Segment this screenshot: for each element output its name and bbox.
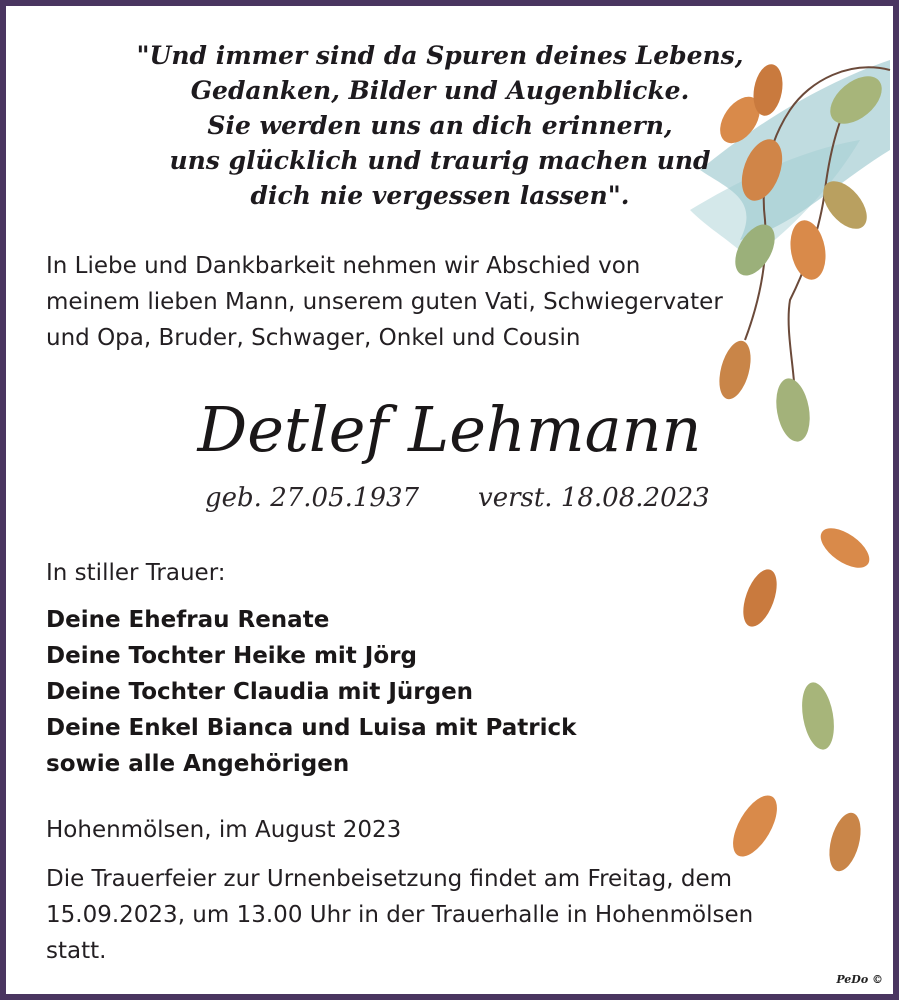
death-date: verst. 18.08.2023 (478, 483, 710, 513)
ceremony-notice (46, 861, 816, 969)
ceremony-line: statt. (46, 938, 107, 964)
mourning-label: In stiller Trauer: (46, 560, 226, 586)
quote-line: Gedanken, Bilder und Augenblicke. (190, 76, 690, 105)
quote-line: dich nie vergessen lassen". (250, 181, 630, 210)
family-member: Deine Enkel Bianca und Luisa mit Patrick (46, 715, 577, 741)
quote-line: uns glücklich und traurig machen und (169, 146, 711, 175)
falling-leaves (724, 520, 876, 874)
intro-line: In Liebe und Dankbarkeit nehmen wir Abschied von (46, 253, 641, 279)
ceremony-line: Die Trauerfeier zur Urnenbeisetzung findet am Freitag, dem (46, 866, 733, 892)
place-date: Hohenmölsen, im August 2023 (46, 817, 402, 843)
family-member: sowie alle Angehörigen (46, 751, 350, 777)
family-list (46, 602, 576, 782)
designer-signature: PeDo © (836, 973, 883, 986)
birth-date: geb. 27.05.1937 (205, 483, 420, 513)
family-member: Deine Ehefrau Renate (46, 607, 330, 633)
family-member: Deine Tochter Claudia mit Jürgen (46, 679, 474, 705)
memorial-quote (60, 38, 820, 213)
deceased-name: Detlef Lehmann (197, 393, 702, 466)
quote-line: Sie werden uns an dich erinnern, (207, 111, 673, 140)
intro-line: meinem lieben Mann, unserem guten Vati, Schwiegervater (46, 289, 723, 315)
intro-line: und Opa, Bruder, Schwager, Onkel und Cousin (46, 325, 581, 351)
farewell-intro (46, 248, 786, 356)
ceremony-line: 15.09.2023, um 13.00 Uhr in der Trauerhalle in Hohenmölsen (46, 902, 754, 928)
family-member: Deine Tochter Heike mit Jörg (46, 643, 417, 669)
quote-line: "Und immer sind da Spuren deines Lebens, (136, 41, 744, 70)
